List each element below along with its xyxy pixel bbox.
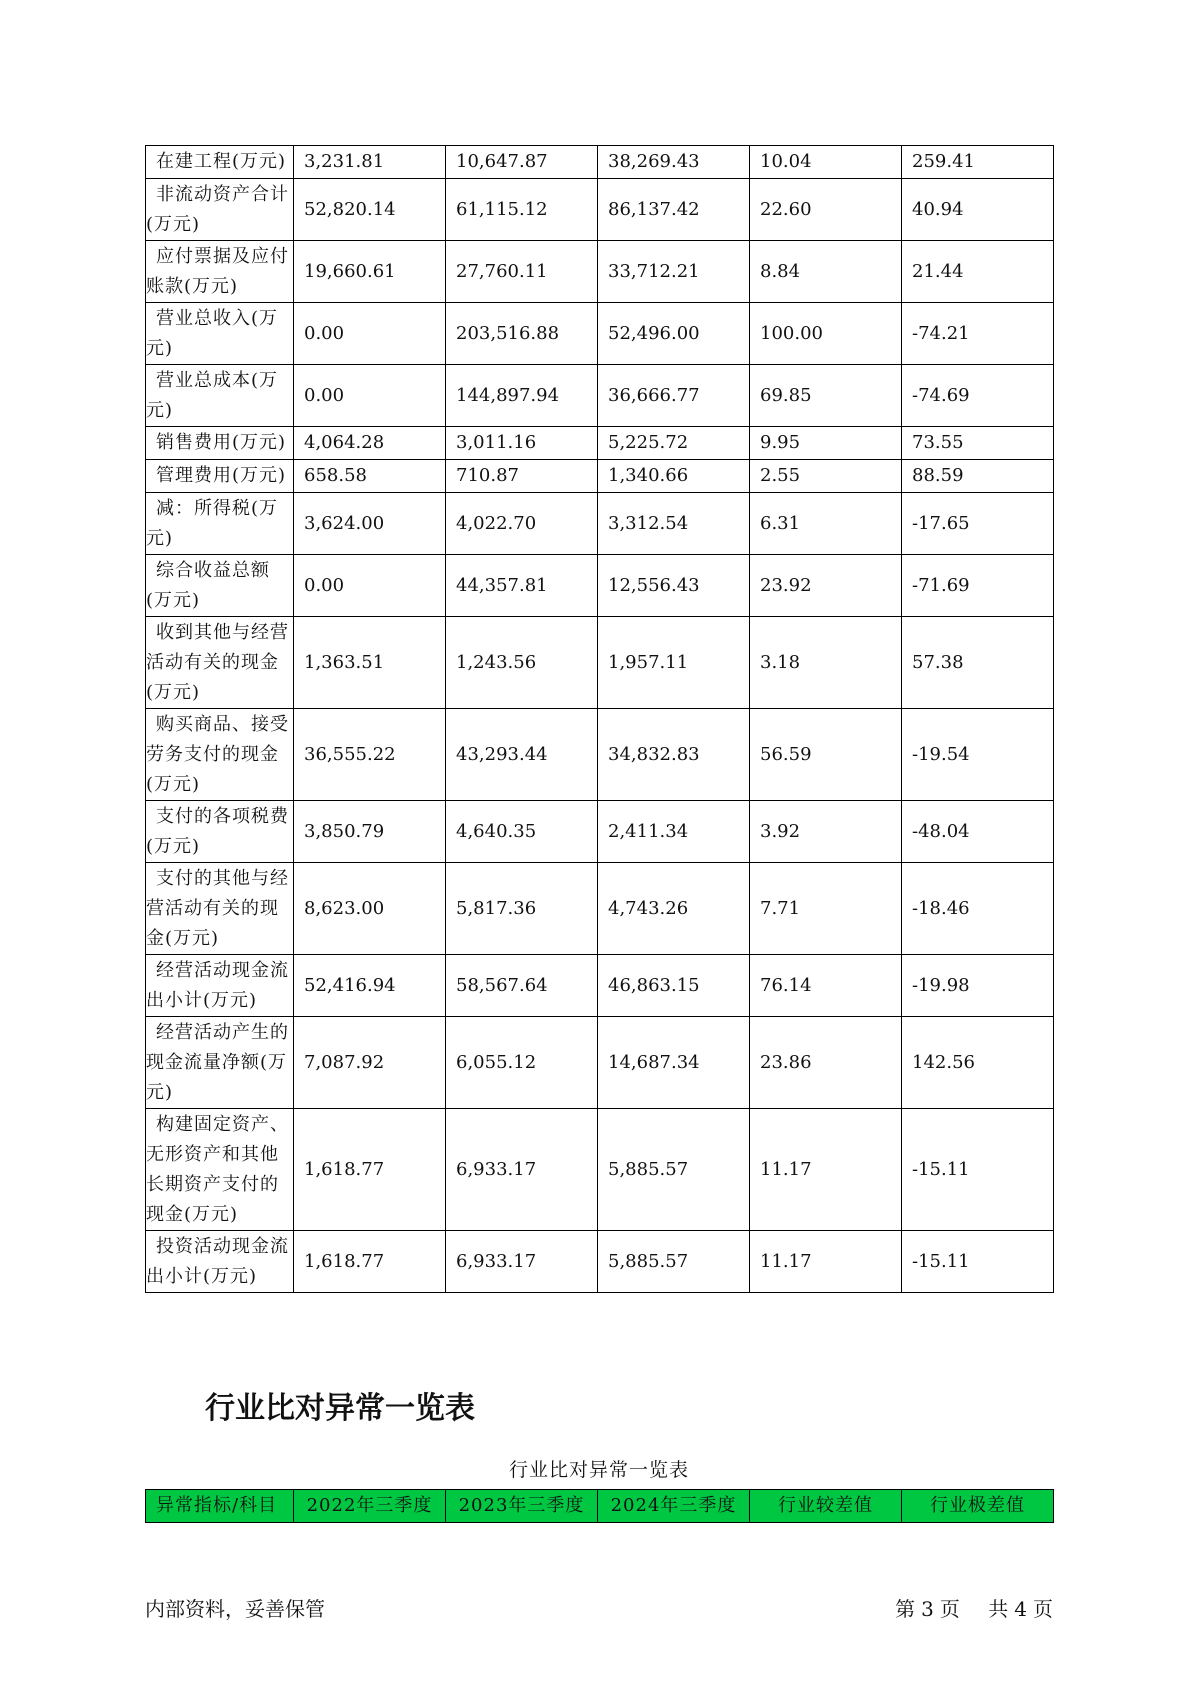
table-row xyxy=(146,801,1054,863)
value-cell: 3.18 xyxy=(750,617,902,709)
row-label: 销售费用(万元) xyxy=(146,427,294,460)
footer-confidential-note: 内部资料，妥善保管 xyxy=(145,1597,325,1621)
footer-page-number xyxy=(889,1594,1053,1624)
table-caption: 行业比对异常一览表 xyxy=(508,1459,689,1481)
page-total: 4 xyxy=(1014,1597,1027,1621)
table-row xyxy=(146,617,1054,709)
value-cell: 4,022.70 xyxy=(446,493,598,555)
header-cell: 行业极差值 xyxy=(902,1490,1054,1523)
value-cell: 3,624.00 xyxy=(294,493,446,555)
section-heading: 行业比对异常一览表 xyxy=(205,1391,475,1426)
value-cell: 11.17 xyxy=(750,1109,902,1231)
value-cell: 1,340.66 xyxy=(598,460,750,493)
table-row xyxy=(146,303,1054,365)
value-cell: 8,623.00 xyxy=(294,863,446,955)
header-cell: 行业较差值 xyxy=(750,1490,902,1523)
header-cell: 2022年三季度 xyxy=(294,1490,446,1523)
table-row xyxy=(146,1017,1054,1109)
value-cell: 9.95 xyxy=(750,427,902,460)
value-cell: 1,957.11 xyxy=(598,617,750,709)
value-cell: 5,885.57 xyxy=(598,1109,750,1231)
total-unit: 页 xyxy=(1033,1597,1053,1621)
value-cell: 7,087.92 xyxy=(294,1017,446,1109)
value-cell: 100.00 xyxy=(750,303,902,365)
value-cell: 3.92 xyxy=(750,801,902,863)
value-cell: -15.11 xyxy=(902,1109,1054,1231)
row-label: 非流动资产合计(万元) xyxy=(146,179,294,241)
row-label: 购买商品、接受劳务支付的现金(万元) xyxy=(146,709,294,801)
value-cell: -17.65 xyxy=(902,493,1054,555)
value-cell: 4,064.28 xyxy=(294,427,446,460)
value-cell: 76.14 xyxy=(750,955,902,1017)
value-cell: 142.56 xyxy=(902,1017,1054,1109)
value-cell: 0.00 xyxy=(294,365,446,427)
row-label: 营业总收入(万元) xyxy=(146,303,294,365)
value-cell: 88.59 xyxy=(902,460,1054,493)
row-label: 构建固定资产、无形资产和其他长期资产支付的现金(万元) xyxy=(146,1109,294,1231)
value-cell: 10,647.87 xyxy=(446,146,598,179)
table-row xyxy=(146,146,1054,179)
value-cell: 3,312.54 xyxy=(598,493,750,555)
table-row xyxy=(146,955,1054,1017)
value-cell: 259.41 xyxy=(902,146,1054,179)
value-cell: 57.38 xyxy=(902,617,1054,709)
value-cell: 5,885.57 xyxy=(598,1231,750,1293)
value-cell: 27,760.11 xyxy=(446,241,598,303)
value-cell: 4,640.35 xyxy=(446,801,598,863)
page-current: 3 xyxy=(921,1597,934,1621)
value-cell: 4,743.26 xyxy=(598,863,750,955)
table-row xyxy=(146,365,1054,427)
row-label: 营业总成本(万元) xyxy=(146,365,294,427)
header-cell: 异常指标/科目 xyxy=(146,1490,294,1523)
row-label: 收到其他与经营活动有关的现金(万元) xyxy=(146,617,294,709)
value-cell: 38,269.43 xyxy=(598,146,750,179)
value-cell: 6,933.17 xyxy=(446,1109,598,1231)
row-label: 减：所得税(万元) xyxy=(146,493,294,555)
value-cell: 21.44 xyxy=(902,241,1054,303)
value-cell: 3,011.16 xyxy=(446,427,598,460)
value-cell: 52,820.14 xyxy=(294,179,446,241)
value-cell: 58,567.64 xyxy=(446,955,598,1017)
header-row xyxy=(146,1490,1054,1523)
page-prefix: 第 xyxy=(895,1597,916,1621)
value-cell: 1,618.77 xyxy=(294,1231,446,1293)
value-cell: 44,357.81 xyxy=(446,555,598,617)
value-cell: 6,055.12 xyxy=(446,1017,598,1109)
value-cell: 658.58 xyxy=(294,460,446,493)
value-cell: 22.60 xyxy=(750,179,902,241)
value-cell: 2.55 xyxy=(750,460,902,493)
value-cell: 1,243.56 xyxy=(446,617,598,709)
row-label: 支付的各项税费(万元) xyxy=(146,801,294,863)
value-cell: 6,933.17 xyxy=(446,1231,598,1293)
value-cell: -19.54 xyxy=(902,709,1054,801)
value-cell: 11.17 xyxy=(750,1231,902,1293)
industry-comparison-table xyxy=(145,1489,1054,1523)
financial-data-table xyxy=(145,145,1054,1293)
value-cell: 34,832.83 xyxy=(598,709,750,801)
header-cell: 2024年三季度 xyxy=(598,1490,750,1523)
value-cell: -18.46 xyxy=(902,863,1054,955)
value-cell: 10.04 xyxy=(750,146,902,179)
value-cell: 14,687.34 xyxy=(598,1017,750,1109)
value-cell: 203,516.88 xyxy=(446,303,598,365)
value-cell: 144,897.94 xyxy=(446,365,598,427)
value-cell: 7.71 xyxy=(750,863,902,955)
value-cell: 1,363.51 xyxy=(294,617,446,709)
value-cell: 5,225.72 xyxy=(598,427,750,460)
value-cell: 12,556.43 xyxy=(598,555,750,617)
value-cell: 73.55 xyxy=(902,427,1054,460)
value-cell: 5,817.36 xyxy=(446,863,598,955)
table-row xyxy=(146,709,1054,801)
table-row xyxy=(146,863,1054,955)
value-cell: 43,293.44 xyxy=(446,709,598,801)
value-cell: 52,416.94 xyxy=(294,955,446,1017)
row-label: 综合收益总额(万元) xyxy=(146,555,294,617)
table-row xyxy=(146,493,1054,555)
value-cell: -74.69 xyxy=(902,365,1054,427)
value-cell: 86,137.42 xyxy=(598,179,750,241)
value-cell: 52,496.00 xyxy=(598,303,750,365)
value-cell: 23.86 xyxy=(750,1017,902,1109)
value-cell: 0.00 xyxy=(294,555,446,617)
row-label: 支付的其他与经营活动有关的现金(万元) xyxy=(146,863,294,955)
value-cell: 2,411.34 xyxy=(598,801,750,863)
total-prefix: 共 xyxy=(988,1597,1009,1621)
value-cell: -48.04 xyxy=(902,801,1054,863)
value-cell: 3,231.81 xyxy=(294,146,446,179)
value-cell: 1,618.77 xyxy=(294,1109,446,1231)
table-row xyxy=(146,1109,1054,1231)
value-cell: 19,660.61 xyxy=(294,241,446,303)
value-cell: 61,115.12 xyxy=(446,179,598,241)
table-row xyxy=(146,427,1054,460)
row-label: 经营活动产生的现金流量净额(万元) xyxy=(146,1017,294,1109)
header-cell: 2023年三季度 xyxy=(446,1490,598,1523)
row-label: 在建工程(万元) xyxy=(146,146,294,179)
table-row xyxy=(146,241,1054,303)
value-cell: 3,850.79 xyxy=(294,801,446,863)
table-row xyxy=(146,555,1054,617)
value-cell: -71.69 xyxy=(902,555,1054,617)
value-cell: -15.11 xyxy=(902,1231,1054,1293)
table-row xyxy=(146,1231,1054,1293)
value-cell: 8.84 xyxy=(750,241,902,303)
page-unit: 页 xyxy=(939,1597,960,1621)
value-cell: 56.59 xyxy=(750,709,902,801)
value-cell: 46,863.15 xyxy=(598,955,750,1017)
row-label: 投资活动现金流出小计(万元) xyxy=(146,1231,294,1293)
value-cell: -74.21 xyxy=(902,303,1054,365)
value-cell: -19.98 xyxy=(902,955,1054,1017)
value-cell: 69.85 xyxy=(750,365,902,427)
value-cell: 23.92 xyxy=(750,555,902,617)
value-cell: 33,712.21 xyxy=(598,241,750,303)
value-cell: 710.87 xyxy=(446,460,598,493)
row-label: 应付票据及应付账款(万元) xyxy=(146,241,294,303)
table-row xyxy=(146,179,1054,241)
value-cell: 0.00 xyxy=(294,303,446,365)
value-cell: 36,555.22 xyxy=(294,709,446,801)
value-cell: 40.94 xyxy=(902,179,1054,241)
value-cell: 6.31 xyxy=(750,493,902,555)
row-label: 经营活动现金流出小计(万元) xyxy=(146,955,294,1017)
value-cell: 36,666.77 xyxy=(598,365,750,427)
table-row xyxy=(146,460,1054,493)
row-label: 管理费用(万元) xyxy=(146,460,294,493)
